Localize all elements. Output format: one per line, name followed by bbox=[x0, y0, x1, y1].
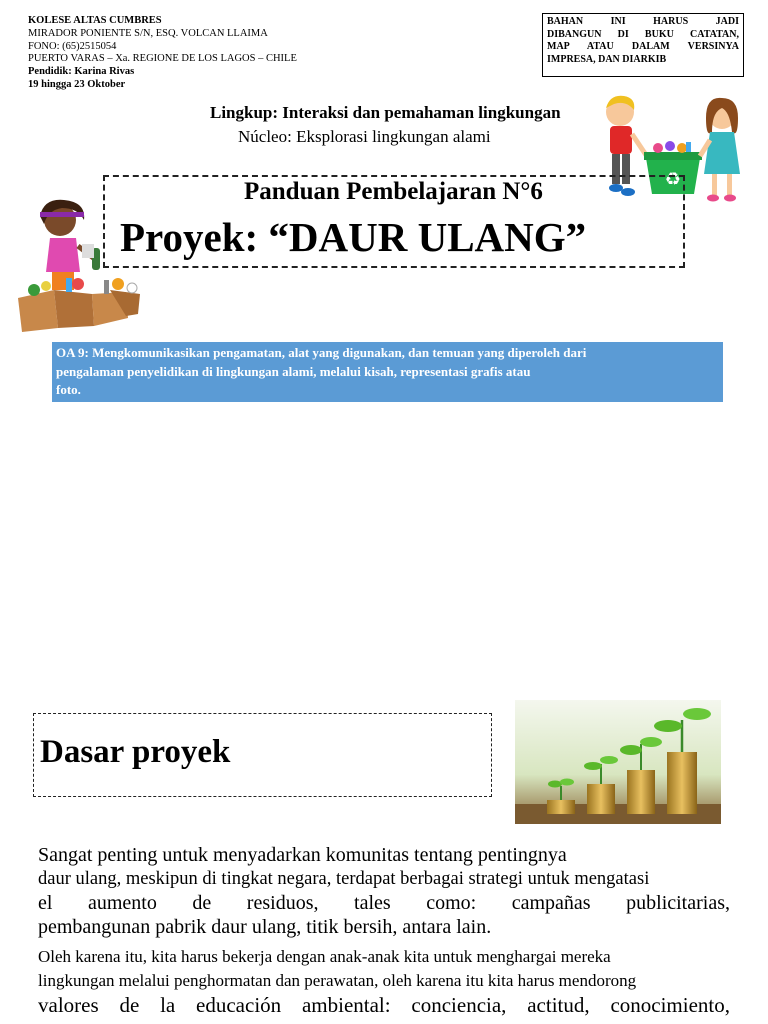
svg-text:♻: ♻ bbox=[664, 169, 682, 190]
notice-line: BAHAN INI HARUS JADI bbox=[547, 16, 739, 27]
scope-nucleo: Núcleo: Eksplorasi lingkungan alami bbox=[238, 127, 491, 146]
school-info bbox=[28, 15, 297, 92]
text-line: Sangat penting untuk menyadarkan komunitas tentang pentingnya bbox=[38, 844, 567, 866]
objective-line: pengalaman penyelidikan di lingkungan alami, melalui kisah, representasi grafis atau bbox=[56, 363, 531, 379]
scope-ambito: Lingkup: Interaksi dan pemahaman lingkungan bbox=[210, 103, 561, 122]
school-city: PUERTO VARAS – Xa. REGIONE DE LOS LAGOS – CHILE bbox=[28, 53, 297, 65]
notice-line: MAP ATAU DALAM VERSINYA bbox=[547, 41, 739, 53]
project-title: Proyek: “DAUR ULANG” bbox=[120, 214, 587, 260]
notice-line: IMPRESA, DAN DIARKIB bbox=[547, 53, 667, 65]
text-line: valores de la educación ambiental: conciencia, actitud, conocimiento, bbox=[38, 993, 730, 1017]
text-line: daur ulang, meskipun di tingkat negara, terdapat berbagai strategi untuk mengatasi bbox=[38, 869, 650, 889]
guide-title: Panduan Pembelajaran N°6 bbox=[244, 178, 543, 205]
school-address: MIRADOR PONIENTE S/N, ESQ. VOLCAN LLAIMA bbox=[28, 27, 268, 39]
text-line: lingkungan melalui penghormatan dan perawatan, oleh karena itu kita harus mendorong bbox=[38, 971, 637, 990]
school-phone: FONO: (65)2515054 bbox=[28, 40, 117, 52]
teacher-name: Pendidik: Karina Rivas bbox=[28, 66, 135, 78]
date-range: 19 hingga 23 Oktober bbox=[28, 78, 126, 90]
school-name: KOLESE ALTAS CUMBRES bbox=[28, 15, 162, 26]
text-line: Oleh karena itu, kita harus bekerja dengan anak-anak kita untuk menghargai mereka bbox=[38, 947, 611, 966]
notice-line: DIBANGUN DI BUKU CATATAN, bbox=[547, 28, 739, 40]
notice-box bbox=[542, 13, 744, 77]
girl-with-recycling-boxes-illustration bbox=[14, 198, 148, 334]
objective-line: OA 9: Mengkomunikasikan pengamatan, alat yang digunakan, dan temuan yang diperoleh dari bbox=[56, 345, 587, 360]
basis-title: Dasar proyek bbox=[40, 734, 231, 770]
objective-line: foto. bbox=[56, 382, 81, 397]
text-line: pembangunan pabrik daur ulang, titik bersih, antara lain. bbox=[38, 916, 492, 938]
basis-paragraph-3 bbox=[38, 993, 730, 1017]
text-line: el aumento de residuos, tales como: campañas publicitarias, bbox=[38, 892, 730, 914]
coins-plants-photo bbox=[515, 700, 721, 824]
basis-paragraph-2 bbox=[38, 945, 730, 993]
objective-box bbox=[52, 342, 723, 402]
basis-paragraph-1 bbox=[38, 843, 730, 939]
